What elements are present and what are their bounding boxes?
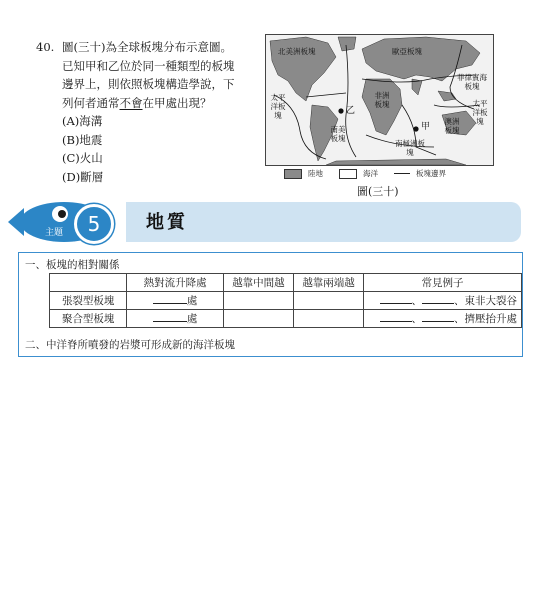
legend-land: 陸地 (308, 169, 323, 178)
topic-number: 5 (74, 204, 114, 244)
blank-cell[interactable] (294, 310, 364, 328)
blank-cell[interactable] (223, 292, 293, 310)
label-australia: 澳洲板塊 (444, 117, 460, 135)
label-north-america: 北美洲板塊 (278, 47, 316, 56)
label-jia: 甲 (421, 122, 431, 132)
question-number: 40. (36, 40, 55, 54)
topic-banner (0, 200, 525, 248)
header-cell: 越靠兩端越 (294, 274, 364, 292)
legend-ocean: 海洋 (363, 169, 378, 178)
label-pacific-left: 太平洋板塊 (270, 93, 286, 120)
answer-blank[interactable] (153, 293, 187, 304)
section1-heading: 一、板塊的相對關係 (25, 259, 120, 271)
label-pacific-right: 太平洋板塊 (472, 99, 488, 126)
blank-cell[interactable]: 處 (127, 292, 224, 310)
point-jia (413, 126, 418, 131)
plate-map (265, 34, 494, 166)
label-south-america: 南美板塊 (330, 125, 346, 143)
label-antarctica: 南極洲板塊 (395, 139, 425, 157)
answer-blank[interactable] (422, 293, 454, 304)
answer-blank[interactable] (153, 311, 187, 322)
question-line: 已知甲和乙位於同一種類型的板塊 (62, 58, 235, 73)
legend-boundary: 板塊邊界 (416, 169, 446, 178)
example-cell[interactable]: 、 、東非大裂谷 (364, 292, 522, 310)
option-a[interactable]: (A)海溝 (62, 114, 103, 128)
answer-blank[interactable] (422, 311, 454, 322)
row-name: 聚合型板塊 (50, 310, 127, 328)
figure-caption: 圖(三十) (357, 185, 399, 198)
answer-blank[interactable] (380, 311, 412, 322)
option-d[interactable]: (D)斷層 (62, 169, 104, 184)
label-yi: 乙 (346, 106, 356, 116)
topic-title: 地質 (146, 212, 188, 233)
question-line: 邊界上，則依照板塊構造學說，下 (62, 77, 235, 91)
option-c[interactable]: (C)火山 (62, 151, 103, 165)
header-cell: 熱對流升降處 (127, 274, 224, 292)
topic-label: 主題 (45, 228, 64, 238)
boundary-line-swatch (394, 173, 410, 174)
option-b[interactable]: (B)地震 (62, 132, 103, 147)
label-philippine: 菲律賓海板塊 (457, 73, 487, 91)
header-cell: 越靠中間越 (223, 274, 293, 292)
land-swatch (284, 169, 302, 179)
question-line: 列何者通常不會在甲處出現？ (62, 95, 212, 110)
plates-table (49, 273, 522, 328)
blank-cell[interactable]: 處 (127, 310, 224, 328)
table-row (50, 292, 522, 310)
header-cell: 常見例子 (364, 274, 522, 292)
question-line: 圖(三十)為全球板塊分布示意圖。 (62, 40, 232, 54)
answer-blank[interactable] (380, 293, 412, 304)
ocean-swatch (339, 169, 357, 179)
row-name: 張裂型板塊 (50, 292, 127, 310)
underlined-word: 不會 (119, 95, 143, 110)
label-eurasia: 歐亞板塊 (392, 47, 422, 56)
example-cell[interactable]: 、 、擠壓抬升處 (364, 310, 522, 328)
question-block (36, 38, 258, 186)
table-row (50, 310, 522, 328)
section2-text: 二、中洋脊所噴發的岩漿可形成新的海洋板塊 (25, 339, 235, 351)
blank-cell[interactable] (223, 310, 293, 328)
point-yi (338, 108, 343, 113)
header-cell (50, 274, 127, 292)
table-header-row (50, 274, 522, 292)
map-legend (284, 168, 446, 179)
blank-cell[interactable] (294, 292, 364, 310)
label-africa: 非洲板塊 (374, 91, 390, 109)
summary-box (18, 252, 523, 357)
